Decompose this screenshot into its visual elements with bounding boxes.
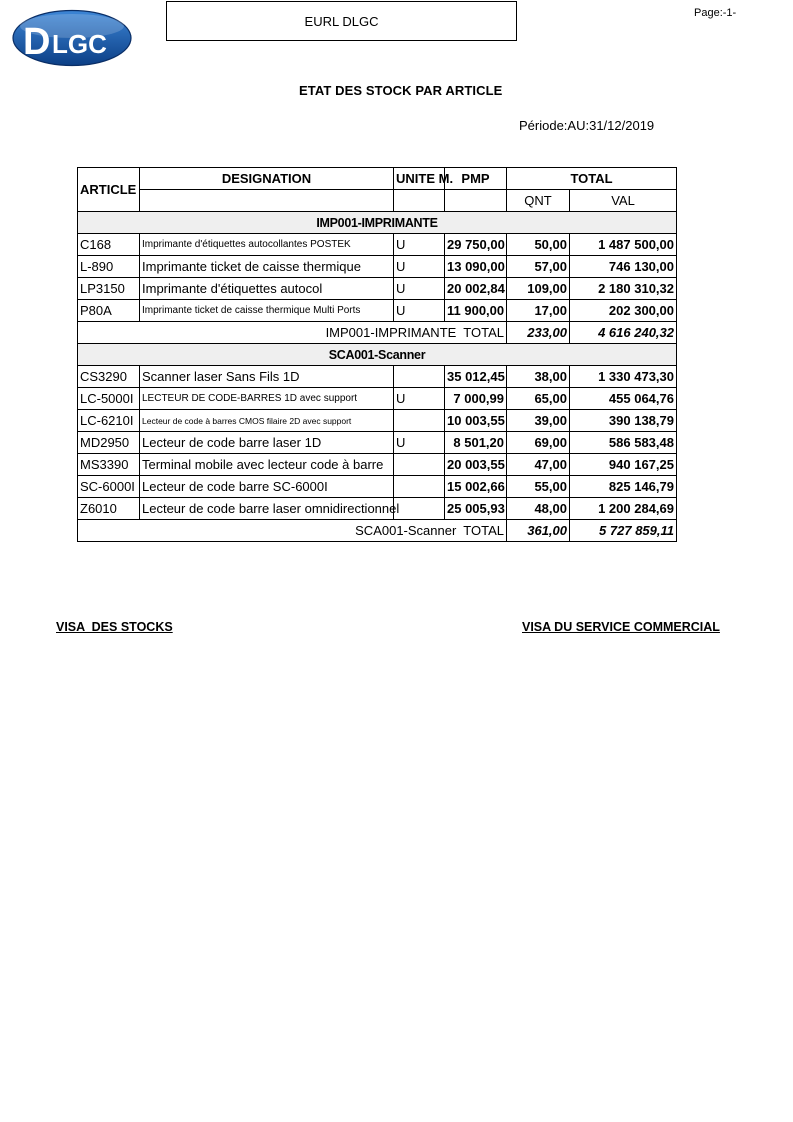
header-val: VAL [570,190,677,212]
header-article: ARTICLE [78,168,140,212]
cell-article: Z6010 [78,498,140,520]
company-logo [12,9,132,67]
cell-unite [394,454,445,476]
cell-designation: LECTEUR DE CODE-BARRES 1D avec support [140,388,394,410]
cell-article: P80A [78,300,140,322]
cell-qnt: 50,00 [507,234,570,256]
table-row [78,388,677,410]
header-designation: DESIGNATION [140,168,394,190]
logo-letter-d: D [23,21,51,63]
dlgc-logo-icon [12,9,132,67]
report-title: ETAT DES STOCK PAR ARTICLE [299,83,503,98]
stock-table [77,167,677,542]
cell-pmp: 7 000,99 [445,388,507,410]
group-total-row [78,322,677,344]
cell-unite: U [394,388,445,410]
cell-designation: Imprimante ticket de caisse thermique [140,256,394,278]
group-total-row [78,520,677,542]
cell-unite [394,498,445,520]
cell-pmp: 10 003,55 [445,410,507,432]
cell-val: 455 064,76 [570,388,677,410]
cell-article: LC-6210I [78,410,140,432]
cell-val: 390 138,79 [570,410,677,432]
group-total-qnt: 233,00 [507,322,570,344]
cell-designation: Imprimante d'étiquettes autocollantes POSTEK [140,234,394,256]
group-title: SCA001-Scanner [78,344,677,366]
cell-unite: U [394,278,445,300]
page-number: Page:-1- [694,7,737,19]
cell-qnt: 47,00 [507,454,570,476]
cell-pmp: 29 750,00 [445,234,507,256]
cell-unite: U [394,234,445,256]
cell-designation: Lecteur de code à barres CMOS filaire 2D avec support [140,410,394,432]
table-row [78,256,677,278]
table-row [78,410,677,432]
company-name: EURL DLGC [304,13,379,29]
cell-article: CS3290 [78,366,140,388]
cell-unite [394,476,445,498]
cell-val: 1 200 284,69 [570,498,677,520]
header-total: TOTAL [507,168,677,190]
cell-pmp: 8 501,20 [445,432,507,454]
cell-unite: U [394,432,445,454]
cell-qnt: 65,00 [507,388,570,410]
cell-article: LC-5000I [78,388,140,410]
visa-stocks-label: VISA DES STOCKS [56,620,173,634]
subheader-unite-blank [394,190,445,212]
cell-designation: Imprimante ticket de caisse thermique Multi Ports [140,300,394,322]
cell-article: MD2950 [78,432,140,454]
group-total-val: 4 616 240,32 [570,322,677,344]
cell-val: 825 146,79 [570,476,677,498]
cell-article: L-890 [78,256,140,278]
cell-article: SC-6000I [78,476,140,498]
cell-pmp: 13 090,00 [445,256,507,278]
cell-pmp: 11 900,00 [445,300,507,322]
cell-designation: Terminal mobile avec lecteur code à barre [140,454,394,476]
cell-qnt: 48,00 [507,498,570,520]
table-row [78,300,677,322]
cell-pmp: 15 002,66 [445,476,507,498]
cell-qnt: 69,00 [507,432,570,454]
cell-designation: Imprimante d'étiquettes autocol [140,278,394,300]
cell-val: 1 330 473,30 [570,366,677,388]
report-period: Période:AU:31/12/2019 [519,118,655,133]
cell-val: 586 583,48 [570,432,677,454]
cell-val: 746 130,00 [570,256,677,278]
cell-unite: U [394,300,445,322]
cell-designation: Lecteur de code barre laser 1D [140,432,394,454]
group-total-label: IMP001-IMPRIMANTE TOTAL [78,322,507,344]
group-title: IMP001-IMPRIMANTE [78,212,677,234]
cell-qnt: 17,00 [507,300,570,322]
header-qnt: QNT [507,190,570,212]
cell-qnt: 38,00 [507,366,570,388]
group-total-val: 5 727 859,11 [570,520,677,542]
cell-designation: Lecteur de code barre laser omnidirectionnel [140,498,394,520]
cell-article: C168 [78,234,140,256]
group-total-label: SCA001-Scanner TOTAL [78,520,507,542]
cell-article: MS3390 [78,454,140,476]
cell-designation: Lecteur de code barre SC-6000I [140,476,394,498]
cell-pmp: 25 005,93 [445,498,507,520]
logo-letters-lgc: LGC [52,29,107,59]
cell-val: 940 167,25 [570,454,677,476]
table-row [78,366,677,388]
cell-val: 1 487 500,00 [570,234,677,256]
cell-article: LP3150 [78,278,140,300]
group-row [78,344,677,366]
table-row [78,498,677,520]
group-row [78,212,677,234]
table-header-row [78,168,677,190]
table-row [78,278,677,300]
header-unite: UNITE M. [394,168,445,190]
cell-qnt: 57,00 [507,256,570,278]
cell-designation: Scanner laser Sans Fils 1D [140,366,394,388]
cell-pmp: 20 002,84 [445,278,507,300]
header-pmp: PMP [445,168,507,190]
table-row [78,234,677,256]
cell-qnt: 109,00 [507,278,570,300]
cell-unite: U [394,256,445,278]
table-row [78,476,677,498]
cell-qnt: 55,00 [507,476,570,498]
visa-commercial-label: VISA DU SERVICE COMMERCIAL [522,620,720,634]
subheader-designation-blank [140,190,394,212]
cell-qnt: 39,00 [507,410,570,432]
table-row [78,432,677,454]
subheader-pmp-blank [445,190,507,212]
cell-unite [394,366,445,388]
cell-pmp: 35 012,45 [445,366,507,388]
table-subheader-row [78,190,677,212]
cell-val: 2 180 310,32 [570,278,677,300]
cell-pmp: 20 003,55 [445,454,507,476]
cell-val: 202 300,00 [570,300,677,322]
table-row [78,454,677,476]
cell-unite [394,410,445,432]
company-name-box [166,1,517,41]
group-total-qnt: 361,00 [507,520,570,542]
